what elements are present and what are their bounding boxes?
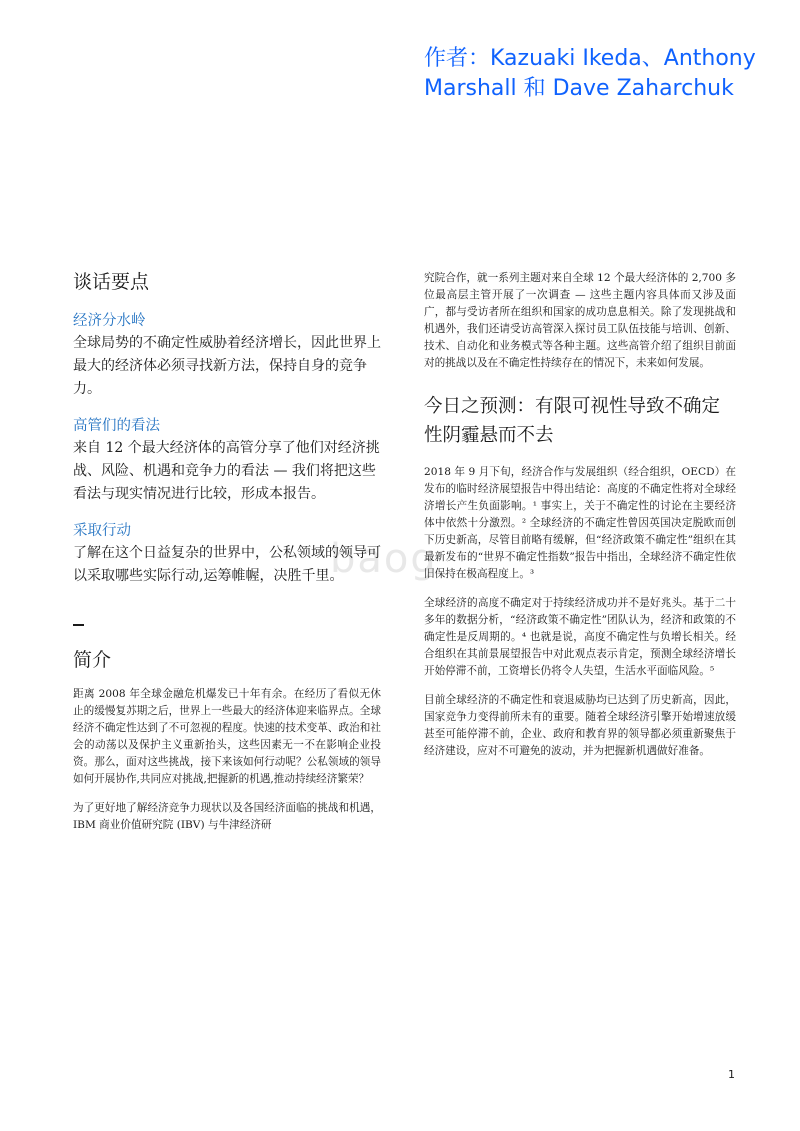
watermark: baog bbox=[330, 536, 438, 582]
right-column bbox=[424, 270, 736, 760]
body-paragraph: 全球经济的高度不确定对于持续经济成功并不是好兆头。基于二十多年的数据分析，“经济政策不确定性”团队认为，经济和政策的不确定性是反周期的。⁴ 也就是说，高度不确定性与负增长相关。经合组织在其前景展望报告中对此观点表示肯定，预测全球经济增长开始停滞不前，工资增长仍将令人失望，生活水平面临风险。⁵ bbox=[424, 597, 736, 677]
talking-point-text: 了解在这个日益复杂的世界中，公私领域的领导可以采取哪些实际行动,运筹帷幄，决胜千里。 bbox=[73, 545, 381, 584]
talking-point-text: 来自 12 个最大经济体的高管分享了他们对经济挑战、风险、机遇和竞争力的看法 — 我们将把这些看法与现实情况进行比较，形成本报告。 bbox=[73, 440, 380, 502]
body-paragraph: 2018 年 9 月下旬，经济合作与发展组织（经合组织，OECD）在发布的临时经济展望报告中得出结论：高度的不确定性将对全球经济增长产生负面影响。¹ 事实上，关于不确定性的讨论在主要经济体中依然十分激烈。² 全球经济的不确定性曾因英国决定脱欧而创下历史新高，尽管目前略有缓解，但“经济政策不确定性”组织在其最新发布的“世界不确定性指数”报告中指出，全球经济不确定性依旧保持在极高程度上。³ bbox=[424, 466, 736, 580]
talking-point-heading: 高管们的看法 bbox=[73, 418, 160, 434]
talking-point-heading: 采取行动 bbox=[73, 523, 131, 539]
continued-paragraph: 究院合作，就一系列主题对来自全球 12 个最大经济体的 2,700 多位最高层主管开展了一次调查 — 这些主题内容具体而又涉及面广，都与受访者所在组织和国家的成功息息相关。除了发现挑战和机遇外，我们还请受访高管深入探讨员工队伍技能与培训、创新、技术、自动化和业务模式等各种主题。这些高管介绍了组织目前面对的挑战以及在不确定性持续存在的情况下，未来如何发展。 bbox=[424, 272, 736, 369]
talking-point-item bbox=[73, 310, 381, 401]
intro-paragraph: 为了更好地了解经济竞争力现状以及各国经济面临的挑战和机遇，IBM 商业价值研究院 (IBV) 与牛津经济研 bbox=[73, 802, 381, 831]
intro-paragraph: 距离 2008 年全球金融危机爆发已十年有余。在经历了看似无休止的缓慢复苏期之后，世界上一些最大的经济体迎来临界点。全球经济不确定性达到了不可忽视的程度。快速的技术变革、政治和社会的动荡以及保护主义重新抬头，这些因素无一不在影响企业投资。那么，面对这些挑战，接下来该如何行动呢？公私领域的领导如何开展协作,共同应对挑战,把握新的机遇,推动持续经济繁荣？ bbox=[73, 688, 381, 785]
talking-point-item bbox=[73, 415, 381, 506]
page-number: 1 bbox=[728, 1068, 735, 1081]
section-divider-dash bbox=[73, 624, 84, 626]
left-column bbox=[73, 268, 381, 834]
talking-points-title: 谈话要点 bbox=[73, 271, 150, 293]
authors-byline: 作者：Kazuaki Ikeda、Anthony Marshall 和 Dave Zaharchuk bbox=[424, 46, 756, 101]
talking-point-text: 全球局势的不确定性威胁着经济增长，因此世界上最大的经济体必须寻找新方法，保持自身的竞争力。 bbox=[73, 335, 381, 397]
body-paragraph: 目前全球经济的不确定性和衰退威胁均已达到了历史新高，因此，国家竞争力变得前所未有的重要。随着全球经济引擎开始增速放缓甚至可能停滞不前，企业、政府和教育界的领导都必须重新聚焦于经济建设，应对不可避免的波动，并为把握新机遇做好准备。 bbox=[424, 694, 736, 757]
section-title: 今日之预测：有限可视性导致不确定性阴霾悬而不去 bbox=[424, 396, 721, 446]
talking-point-item bbox=[73, 520, 381, 588]
intro-title: 简介 bbox=[73, 649, 112, 671]
talking-point-heading: 经济分水岭 bbox=[73, 313, 146, 329]
